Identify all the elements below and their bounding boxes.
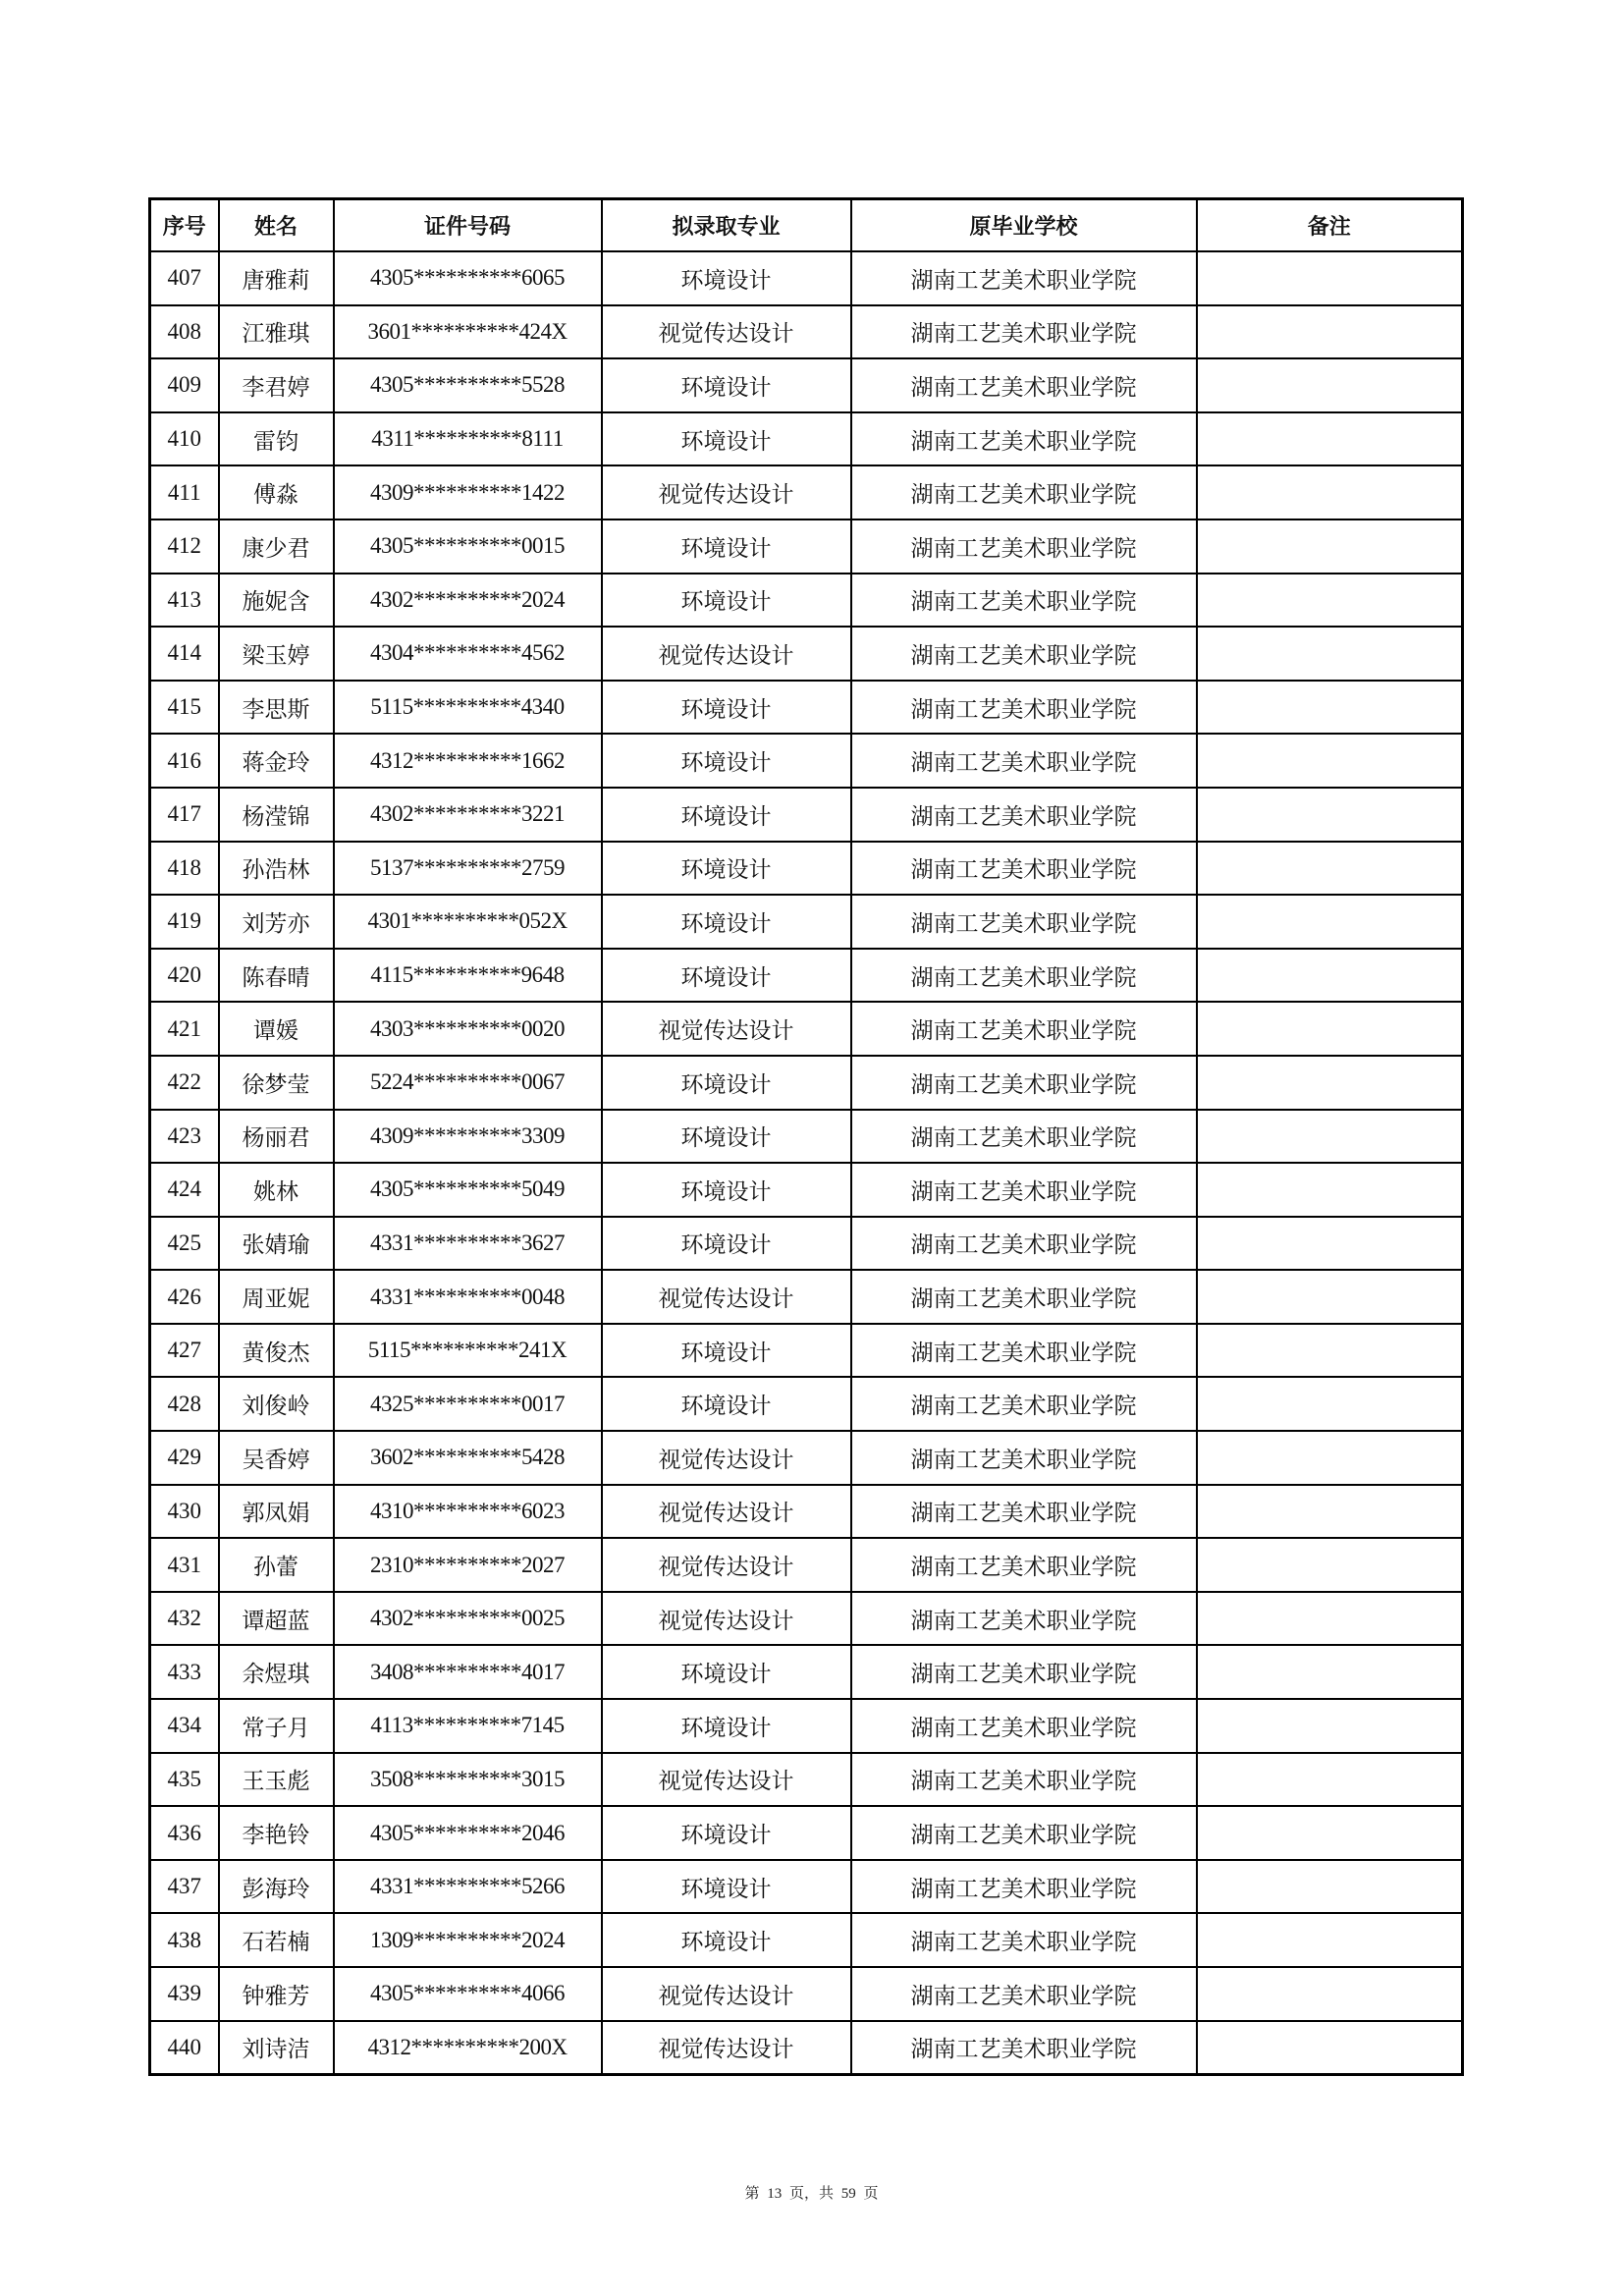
cell-school: 湖南工艺美术职业学院 (851, 251, 1197, 305)
cell-id-number: 5115**********4340 (334, 681, 602, 735)
cell-major: 环境设计 (602, 949, 851, 1003)
cell-id-number: 5115**********241X (334, 1324, 602, 1378)
cell-name: 李思斯 (219, 681, 334, 735)
cell-major: 环境设计 (602, 1806, 851, 1860)
cell-note (1197, 788, 1463, 842)
cell-school: 湖南工艺美术职业学院 (851, 842, 1197, 896)
cell-school: 湖南工艺美术职业学院 (851, 1913, 1197, 1967)
cell-name: 郭凤娟 (219, 1485, 334, 1539)
cell-name: 杨滢锦 (219, 788, 334, 842)
cell-school: 湖南工艺美术职业学院 (851, 788, 1197, 842)
cell-id-number: 2310**********2027 (334, 1538, 602, 1592)
cell-name: 刘芳亦 (219, 895, 334, 949)
cell-id-number: 4312**********200X (334, 2021, 602, 2075)
cell-note (1197, 412, 1463, 466)
cell-major: 环境设计 (602, 519, 851, 574)
cell-id-number: 3602**********5428 (334, 1431, 602, 1485)
cell-school: 湖南工艺美术职业学院 (851, 895, 1197, 949)
cell-school: 湖南工艺美术职业学院 (851, 734, 1197, 788)
cell-serial-no: 415 (150, 681, 219, 735)
cell-note (1197, 1699, 1463, 1753)
cell-serial-no: 407 (150, 251, 219, 305)
table-row (150, 1913, 1463, 1967)
table-row (150, 1860, 1463, 1914)
cell-serial-no: 408 (150, 305, 219, 359)
cell-name: 谭媛 (219, 1002, 334, 1056)
cell-major: 视觉传达设计 (602, 627, 851, 681)
cell-major: 环境设计 (602, 842, 851, 896)
admission-roster-table (148, 197, 1464, 2076)
table-row (150, 1324, 1463, 1378)
cell-serial-no: 429 (150, 1431, 219, 1485)
cell-name: 陈春晴 (219, 949, 334, 1003)
cell-id-number: 4309**********1422 (334, 465, 602, 519)
cell-name: 梁玉婷 (219, 627, 334, 681)
cell-note (1197, 1002, 1463, 1056)
table-row (150, 788, 1463, 842)
cell-note (1197, 1913, 1463, 1967)
cell-id-number: 4305**********6065 (334, 251, 602, 305)
cell-note (1197, 1806, 1463, 1860)
cell-serial-no: 418 (150, 842, 219, 896)
cell-id-number: 4309**********3309 (334, 1110, 602, 1164)
cell-name: 唐雅莉 (219, 251, 334, 305)
cell-name: 彭海玲 (219, 1860, 334, 1914)
cell-serial-no: 425 (150, 1217, 219, 1271)
cell-school: 湖南工艺美术职业学院 (851, 949, 1197, 1003)
cell-name: 王玉彪 (219, 1753, 334, 1807)
cell-school: 湖南工艺美术职业学院 (851, 1699, 1197, 1753)
header-major: 拟录取专业 (602, 199, 851, 252)
cell-major: 视觉传达设计 (602, 1270, 851, 1324)
cell-note (1197, 1645, 1463, 1699)
table-row (150, 681, 1463, 735)
cell-note (1197, 1538, 1463, 1592)
cell-serial-no: 439 (150, 1967, 219, 2021)
cell-serial-no: 431 (150, 1538, 219, 1592)
cell-major: 环境设计 (602, 574, 851, 628)
cell-name: 孙蕾 (219, 1538, 334, 1592)
cell-major: 视觉传达设计 (602, 1967, 851, 2021)
cell-school: 湖南工艺美术职业学院 (851, 1217, 1197, 1271)
cell-serial-no: 411 (150, 465, 219, 519)
cell-serial-no: 437 (150, 1860, 219, 1914)
cell-note (1197, 1431, 1463, 1485)
cell-id-number: 4305**********5049 (334, 1163, 602, 1217)
cell-note (1197, 305, 1463, 359)
table-row (150, 358, 1463, 412)
header-school: 原毕业学校 (851, 199, 1197, 252)
cell-id-number: 4305**********0015 (334, 519, 602, 574)
cell-note (1197, 1967, 1463, 2021)
header-serial-no: 序号 (150, 199, 219, 252)
cell-name: 徐梦莹 (219, 1056, 334, 1110)
cell-major: 视觉传达设计 (602, 1753, 851, 1807)
cell-school: 湖南工艺美术职业学院 (851, 358, 1197, 412)
cell-id-number: 4331**********0048 (334, 1270, 602, 1324)
table-row (150, 1592, 1463, 1646)
table-row (150, 1699, 1463, 1753)
cell-note (1197, 1860, 1463, 1914)
cell-id-number: 3408**********4017 (334, 1645, 602, 1699)
table-row (150, 1645, 1463, 1699)
cell-name: 周亚妮 (219, 1270, 334, 1324)
cell-school: 湖南工艺美术职业学院 (851, 519, 1197, 574)
cell-major: 环境设计 (602, 895, 851, 949)
cell-school: 湖南工艺美术职业学院 (851, 1967, 1197, 2021)
cell-note (1197, 251, 1463, 305)
cell-id-number: 4331**********5266 (334, 1860, 602, 1914)
cell-major: 环境设计 (602, 1324, 851, 1378)
cell-major: 环境设计 (602, 1699, 851, 1753)
cell-id-number: 4302**********0025 (334, 1592, 602, 1646)
cell-school: 湖南工艺美术职业学院 (851, 627, 1197, 681)
cell-note (1197, 1056, 1463, 1110)
cell-name: 蒋金玲 (219, 734, 334, 788)
cell-note (1197, 949, 1463, 1003)
cell-note (1197, 1217, 1463, 1271)
cell-name: 刘诗洁 (219, 2021, 334, 2075)
cell-name: 吴香婷 (219, 1431, 334, 1485)
cell-school: 湖南工艺美术职业学院 (851, 1645, 1197, 1699)
cell-id-number: 3508**********3015 (334, 1753, 602, 1807)
cell-note (1197, 519, 1463, 574)
table-row (150, 1753, 1463, 1807)
cell-serial-no: 422 (150, 1056, 219, 1110)
cell-id-number: 4331**********3627 (334, 1217, 602, 1271)
cell-note (1197, 681, 1463, 735)
cell-major: 视觉传达设计 (602, 1538, 851, 1592)
cell-id-number: 4113**********7145 (334, 1699, 602, 1753)
cell-serial-no: 436 (150, 1806, 219, 1860)
table-row (150, 465, 1463, 519)
table-row (150, 1056, 1463, 1110)
cell-note (1197, 1377, 1463, 1431)
cell-serial-no: 426 (150, 1270, 219, 1324)
cell-note (1197, 1324, 1463, 1378)
cell-note (1197, 895, 1463, 949)
cell-name: 雷钧 (219, 412, 334, 466)
cell-school: 湖南工艺美术职业学院 (851, 1163, 1197, 1217)
cell-id-number: 4311**********8111 (334, 412, 602, 466)
cell-name: 李艳铃 (219, 1806, 334, 1860)
cell-major: 环境设计 (602, 681, 851, 735)
cell-serial-no: 427 (150, 1324, 219, 1378)
cell-school: 湖南工艺美术职业学院 (851, 465, 1197, 519)
cell-id-number: 3601**********424X (334, 305, 602, 359)
cell-name: 钟雅芳 (219, 1967, 334, 2021)
cell-school: 湖南工艺美术职业学院 (851, 1377, 1197, 1431)
cell-name: 孙浩林 (219, 842, 334, 896)
cell-note (1197, 734, 1463, 788)
cell-major: 环境设计 (602, 1645, 851, 1699)
cell-name: 余煜琪 (219, 1645, 334, 1699)
cell-note (1197, 1485, 1463, 1539)
header-note: 备注 (1197, 199, 1463, 252)
cell-serial-no: 412 (150, 519, 219, 574)
cell-serial-no: 423 (150, 1110, 219, 1164)
cell-name: 李君婷 (219, 358, 334, 412)
cell-major: 视觉传达设计 (602, 1485, 851, 1539)
cell-major: 环境设计 (602, 1163, 851, 1217)
cell-id-number: 4304**********4562 (334, 627, 602, 681)
cell-name: 张婧瑜 (219, 1217, 334, 1271)
cell-major: 环境设计 (602, 788, 851, 842)
header-id-number: 证件号码 (334, 199, 602, 252)
cell-serial-no: 409 (150, 358, 219, 412)
table-body (150, 251, 1463, 2075)
cell-serial-no: 435 (150, 1753, 219, 1807)
cell-name: 傅淼 (219, 465, 334, 519)
cell-name: 康少君 (219, 519, 334, 574)
cell-serial-no: 419 (150, 895, 219, 949)
cell-serial-no: 434 (150, 1699, 219, 1753)
cell-id-number: 4312**********1662 (334, 734, 602, 788)
cell-major: 视觉传达设计 (602, 2021, 851, 2075)
cell-school: 湖南工艺美术职业学院 (851, 1056, 1197, 1110)
cell-serial-no: 414 (150, 627, 219, 681)
cell-school: 湖南工艺美术职业学院 (851, 1110, 1197, 1164)
cell-name: 石若楠 (219, 1913, 334, 1967)
cell-id-number: 4302**********2024 (334, 574, 602, 628)
cell-major: 环境设计 (602, 1377, 851, 1431)
table-row (150, 1538, 1463, 1592)
cell-note (1197, 2021, 1463, 2075)
table-row (150, 1431, 1463, 1485)
page-number-footer: 第 13 页，共 59 页 (744, 2186, 879, 2202)
cell-serial-no: 413 (150, 574, 219, 628)
table-row (150, 1377, 1463, 1431)
cell-school: 湖南工艺美术职业学院 (851, 1431, 1197, 1485)
cell-name: 江雅琪 (219, 305, 334, 359)
cell-major: 视觉传达设计 (602, 1592, 851, 1646)
cell-serial-no: 417 (150, 788, 219, 842)
table-row (150, 305, 1463, 359)
cell-major: 环境设计 (602, 1860, 851, 1914)
table-row (150, 519, 1463, 574)
cell-serial-no: 430 (150, 1485, 219, 1539)
cell-major: 视觉传达设计 (602, 465, 851, 519)
cell-note (1197, 842, 1463, 896)
table-row (150, 1485, 1463, 1539)
cell-note (1197, 1753, 1463, 1807)
cell-name: 黄俊杰 (219, 1324, 334, 1378)
cell-school: 湖南工艺美术职业学院 (851, 1860, 1197, 1914)
cell-school: 湖南工艺美术职业学院 (851, 412, 1197, 466)
cell-id-number: 4305**********5528 (334, 358, 602, 412)
cell-note (1197, 1163, 1463, 1217)
table-row (150, 1002, 1463, 1056)
cell-id-number: 4302**********3221 (334, 788, 602, 842)
cell-major: 环境设计 (602, 358, 851, 412)
cell-major: 环境设计 (602, 251, 851, 305)
table-row (150, 412, 1463, 466)
cell-school: 湖南工艺美术职业学院 (851, 1270, 1197, 1324)
cell-name: 刘俊岭 (219, 1377, 334, 1431)
cell-major: 环境设计 (602, 734, 851, 788)
cell-serial-no: 432 (150, 1592, 219, 1646)
table-row (150, 1270, 1463, 1324)
table-row (150, 627, 1463, 681)
cell-major: 视觉传达设计 (602, 1002, 851, 1056)
table-row (150, 734, 1463, 788)
cell-note (1197, 1592, 1463, 1646)
cell-name: 姚林 (219, 1163, 334, 1217)
cell-note (1197, 627, 1463, 681)
cell-id-number: 5224**********0067 (334, 1056, 602, 1110)
cell-id-number: 4305**********4066 (334, 1967, 602, 2021)
cell-serial-no: 433 (150, 1645, 219, 1699)
cell-id-number: 4115**********9648 (334, 949, 602, 1003)
cell-id-number: 4303**********0020 (334, 1002, 602, 1056)
cell-id-number: 1309**********2024 (334, 1913, 602, 1967)
cell-id-number: 4301**********052X (334, 895, 602, 949)
cell-school: 湖南工艺美术职业学院 (851, 1753, 1197, 1807)
table-row (150, 574, 1463, 628)
table-row (150, 2021, 1463, 2075)
cell-school: 湖南工艺美术职业学院 (851, 1592, 1197, 1646)
table-row (150, 842, 1463, 896)
cell-school: 湖南工艺美术职业学院 (851, 1324, 1197, 1378)
cell-school: 湖南工艺美术职业学院 (851, 574, 1197, 628)
cell-major: 环境设计 (602, 412, 851, 466)
cell-major: 环境设计 (602, 1217, 851, 1271)
cell-serial-no: 440 (150, 2021, 219, 2075)
cell-id-number: 5137**********2759 (334, 842, 602, 896)
cell-serial-no: 428 (150, 1377, 219, 1431)
cell-id-number: 4310**********6023 (334, 1485, 602, 1539)
cell-note (1197, 1110, 1463, 1164)
cell-serial-no: 410 (150, 412, 219, 466)
table-row (150, 1806, 1463, 1860)
cell-serial-no: 420 (150, 949, 219, 1003)
header-name: 姓名 (219, 199, 334, 252)
cell-serial-no: 416 (150, 734, 219, 788)
cell-school: 湖南工艺美术职业学院 (851, 1538, 1197, 1592)
cell-id-number: 4305**********2046 (334, 1806, 602, 1860)
cell-school: 湖南工艺美术职业学院 (851, 1485, 1197, 1539)
cell-school: 湖南工艺美术职业学院 (851, 681, 1197, 735)
cell-major: 环境设计 (602, 1913, 851, 1967)
cell-major: 环境设计 (602, 1056, 851, 1110)
cell-major: 环境设计 (602, 1110, 851, 1164)
cell-major: 视觉传达设计 (602, 305, 851, 359)
cell-name: 谭超蓝 (219, 1592, 334, 1646)
cell-serial-no: 421 (150, 1002, 219, 1056)
table-row (150, 1163, 1463, 1217)
cell-name: 常子月 (219, 1699, 334, 1753)
cell-note (1197, 1270, 1463, 1324)
cell-school: 湖南工艺美术职业学院 (851, 2021, 1197, 2075)
table-row (150, 251, 1463, 305)
cell-school: 湖南工艺美术职业学院 (851, 1002, 1197, 1056)
cell-note (1197, 358, 1463, 412)
table-row (150, 1110, 1463, 1164)
table-row (150, 1967, 1463, 2021)
cell-name: 杨丽君 (219, 1110, 334, 1164)
cell-id-number: 4325**********0017 (334, 1377, 602, 1431)
cell-school: 湖南工艺美术职业学院 (851, 305, 1197, 359)
cell-note (1197, 465, 1463, 519)
cell-serial-no: 438 (150, 1913, 219, 1967)
cell-school: 湖南工艺美术职业学院 (851, 1806, 1197, 1860)
table-row (150, 895, 1463, 949)
cell-major: 视觉传达设计 (602, 1431, 851, 1485)
cell-serial-no: 424 (150, 1163, 219, 1217)
table-row (150, 1217, 1463, 1271)
cell-name: 施妮含 (219, 574, 334, 628)
table-header-row (150, 199, 1463, 252)
cell-note (1197, 574, 1463, 628)
table-row (150, 949, 1463, 1003)
